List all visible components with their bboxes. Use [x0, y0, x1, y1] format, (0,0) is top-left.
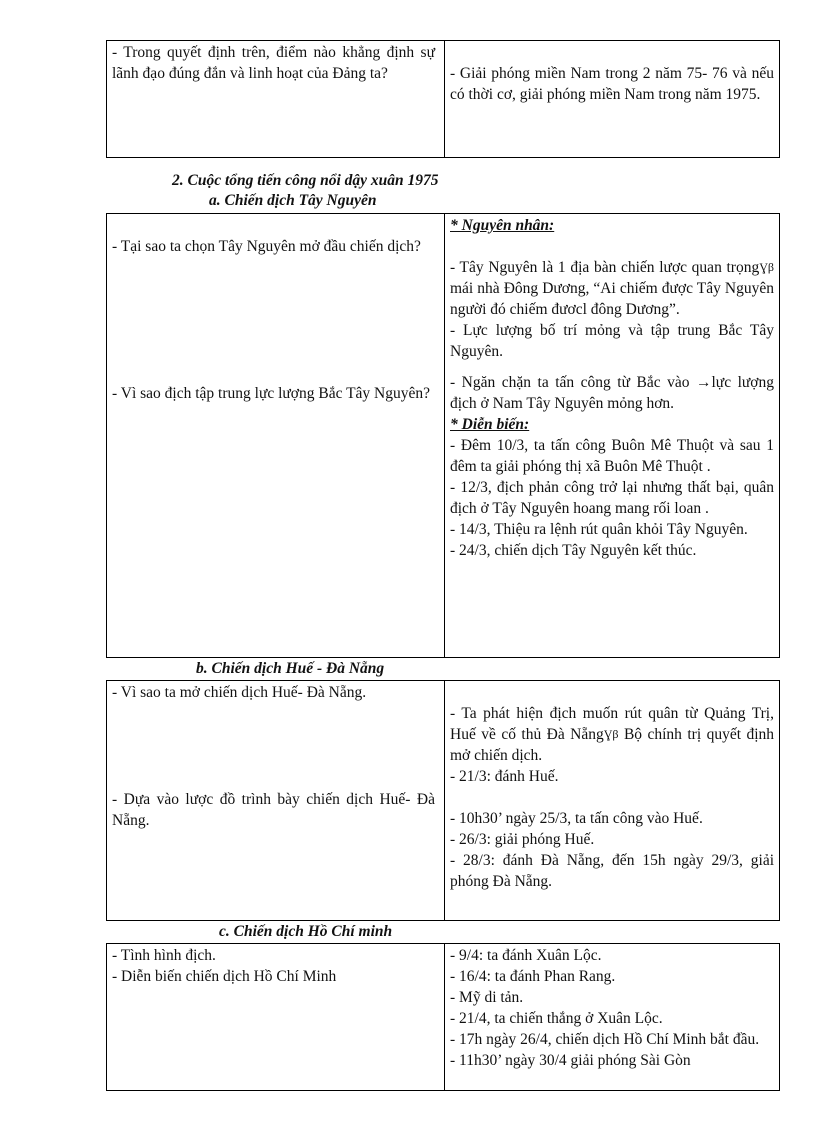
- question-why-tay-nguyen: - Tại sao ta chọn Tây Nguyên mở đầu chiến dịch?: [112, 238, 421, 255]
- column-divider: [444, 944, 445, 1090]
- hcm-answer-2: - 16/4: ta đánh Phan Rang.: [450, 968, 616, 985]
- column-divider: [444, 681, 445, 920]
- therefore-symbol: Ɣβ: [759, 260, 774, 274]
- section-a-title: a. Chiến dịch Tây Nguyên: [209, 192, 377, 209]
- question-map-hue: - Dựa vào lược đồ trình bày chiến dịch Huế- Đà Nẵng.: [112, 791, 435, 829]
- question-hcm-development: - Diễn biến chiến dịch Hồ Chí Minh: [112, 968, 337, 985]
- cause-1: - Tây Nguyên là 1 địa bàn chiến lược quan trọngƔβ mái nhà Đông Dương, “Ai chiếm được Tây Nguyên người đó chiếm đươcl đông Dương”.: [450, 259, 774, 318]
- question-column-c: [112, 945, 435, 987]
- section-2-title: 2. Cuộc tổng tiến công nổi dậy xuân 1975: [172, 172, 439, 189]
- answer-decision: - Giải phóng miền Nam trong 2 năm 75- 76 và nếu có thời cơ, giải phóng miền Nam trong năm 1975.: [450, 65, 774, 103]
- hcm-answer-4: - 21/4, ta chiến thắng ở Xuân Lộc.: [450, 1010, 663, 1027]
- hue-answer-5: - 28/3: đánh Đà Nẵng, đến 15h ngày 29/3, giải phóng Đà Nẵng.: [450, 852, 774, 890]
- development-4: - 24/3, chiến dịch Tây Nguyên kết thúc.: [450, 542, 697, 559]
- hcm-answer-1: - 9/4: ta đánh Xuân Lộc.: [450, 947, 602, 964]
- column-divider: [444, 214, 445, 657]
- answer-column-b: [450, 703, 774, 892]
- therefore-symbol: Ɣβ: [603, 727, 619, 741]
- column-divider: [444, 41, 445, 157]
- cause-3: - Ngăn chặn ta tấn công từ Bắc vào →lực lượng địch ở Nam Tây Nguyên mỏng hơn.: [450, 374, 774, 412]
- hcm-answer-5: - 17h ngày 26/4, chiến dịch Hồ Chí Minh bắt đầu.: [450, 1031, 760, 1048]
- development-1: - Đêm 10/3, ta tấn công Buôn Mê Thuột và sau 1 đêm ta giải phóng thị xã Buôn Mê Thuột .: [450, 437, 774, 475]
- section-b-title: b. Chiến dịch Huế - Đà Nẵng: [196, 660, 385, 677]
- section-c-title: c. Chiến dịch Hồ Chí minh: [219, 923, 393, 940]
- development-3: - 14/3, Thiệu ra lệnh rút quân khỏi Tây Nguyên.: [450, 521, 748, 538]
- question-why-hue: - Vì sao ta mở chiến dịch Huế- Đà Nẵng.: [112, 684, 367, 701]
- hue-answer-1: - Ta phát hiện địch muốn rút quân từ Quảng Trị, Huế về cố thủ Đà NẵngƔβ Bộ chính trị quyết định mở chiến dịch.: [450, 705, 774, 764]
- hcm-answer-6: - 11h30’ ngày 30/4 giải phóng Sài Gòn: [450, 1052, 691, 1069]
- cause-heading: * Nguyên nhân:: [450, 217, 555, 234]
- answer-column-a: [450, 215, 774, 561]
- hcm-answer-3: - Mỹ di tản.: [450, 989, 524, 1006]
- development-heading: * Diễn biến:: [450, 416, 530, 433]
- question-decision: - Trong quyết định trên, điểm nào khẳng định sự lãnh đạo đúng đắn và linh hoạt của Đảng ta?: [112, 44, 435, 82]
- cause-2: - Lực lượng bố trí mỏng và tập trung Bắc Tây Nguyên.: [450, 322, 774, 360]
- question-why-north: - Vì sao địch tập trung lực lượng Bắc Tây Nguyên?: [112, 385, 430, 402]
- development-2: - 12/3, địch phản công trở lại nhưng thất bại, quân địch ở Tây Nguyên hoang mang rối loan .: [450, 479, 774, 517]
- hue-answer-4: - 26/3: giải phóng Huế.: [450, 831, 595, 848]
- hue-answer-2: - 21/3: đánh Huế.: [450, 768, 559, 785]
- answer-column-c: [450, 945, 774, 1071]
- question-enemy-situation: - Tình hình địch.: [112, 947, 216, 964]
- arrow-icon: →: [696, 374, 712, 391]
- hue-answer-3: - 10h30’ ngày 25/3, ta tấn công vào Huế.: [450, 810, 703, 827]
